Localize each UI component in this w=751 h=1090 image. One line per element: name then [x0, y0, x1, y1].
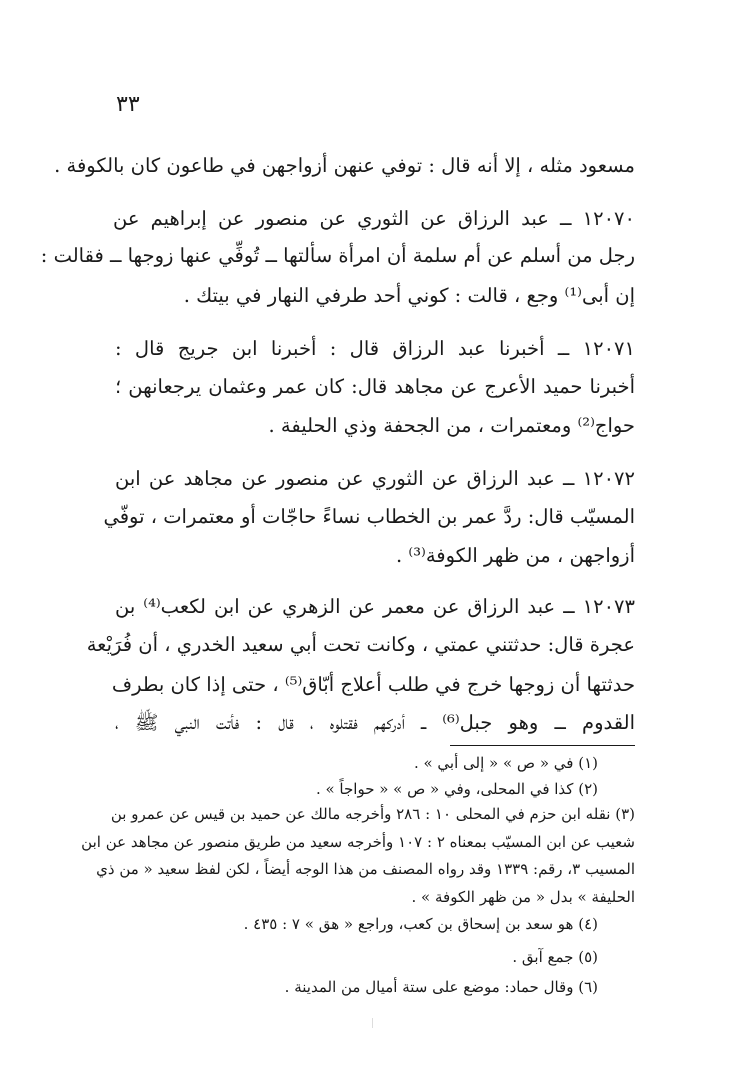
scan-artifact	[372, 1018, 373, 1028]
footnote-line: (٤) هو سعد بن إسحاق بن كعب، وراجع « هق » ٧ : ٤٣٥ .	[243, 915, 598, 933]
body-line: المسيّب قال: ردَّ عمر بن الخطاب نساءً حاجّات أو معتمرات ، توفّي	[103, 505, 635, 528]
body-line: ١٢٠٧٠ ــ عبد الرزاق عن الثوري عن منصور عن إبراهيم عن	[113, 207, 635, 230]
footnote-line: شعيب عن ابن المسيّب بمعناه ٢ : ١٠٧ وأخرجه سعيد من طريق منصور عن مجاهد عن ابن	[81, 833, 635, 851]
body-line: القدوم ــ وهو جبل⁽⁶⁾ ــ أدركهم فقتلوه ، قال : فأتت النبي ﷺ ،	[115, 711, 635, 734]
body-line: ١٢٠٧٢ ــ عبد الرزاق عن الثوري عن منصور عن مجاهد عن ابن	[115, 467, 635, 490]
footnote-line: (٦) وقال حماد: موضع على ستة أميال من المدينة .	[284, 978, 598, 996]
body-line: أزواجهن ، من ظهر الكوفة⁽³⁾ .	[396, 544, 635, 567]
footnote-line: الحليفة » بدل « من ظهر الكوفة » .	[411, 888, 635, 906]
body-line: حدثتها أن زوجها خرج في طلب أعلاج أبّاق⁽⁵⁾ ، حتى إذا كان بطرف	[111, 673, 635, 696]
body-line: أخبرنا حميد الأعرج عن مجاهد قال: كان عمر وعثمان يرجعانهن ؛	[115, 375, 635, 398]
footnote-line: (٢) كذا في المحلى، وفي « ص » « حواجاً » .	[315, 780, 598, 798]
body-line: مسعود مثله ، إلا أنه قال : توفي عنهن أزواجهن في طاعون كان بالكوفة .	[54, 154, 635, 177]
footnote-line: (١) في « ص » « إلى أبي » .	[413, 754, 598, 772]
footnote-separator	[450, 745, 635, 746]
body-line: ١٢٠٧١ ــ أخبرنا عبد الرزاق قال : أخبرنا ابن جريج قال :	[115, 337, 635, 360]
footnote-line: (٥) جمع آبق .	[512, 948, 598, 966]
body-line: عجرة قال: حدثتني عمتي ، وكانت تحت أبي سعيد الخدري ، أن فُرَيْعة	[86, 633, 635, 656]
page-number: ٣٣	[116, 92, 140, 117]
body-line: حواج⁽²⁾ ومعتمرات ، من الجحفة وذي الحليفة .	[268, 414, 635, 437]
body-line: ١٢٠٧٣ ــ عبد الرزاق عن معمر عن الزهري عن ابن لكعب⁽⁴⁾ بن	[115, 595, 635, 618]
body-line: إن أبى⁽¹⁾ وجع ، قالت : كوني أحد طرفي النهار في بيتك .	[183, 284, 635, 307]
body-line: رجل من أسلم عن أم سلمة أن امرأة سألتها ــ تُوفِّي عنها زوجها ــ فقالت :	[40, 244, 635, 267]
footnote-line: (٣) نقله ابن حزم في المحلى ١٠ : ٢٨٦ وأخرجه مالك عن حميد بن قيس عن عمرو بن	[110, 805, 635, 823]
footnote-line: المسيب ٣، رقم: ١٣٣٩ وقد رواه المصنف من هذا الوجه أيضاً ، لكن لفظ سعيد « من ذي	[96, 860, 635, 878]
